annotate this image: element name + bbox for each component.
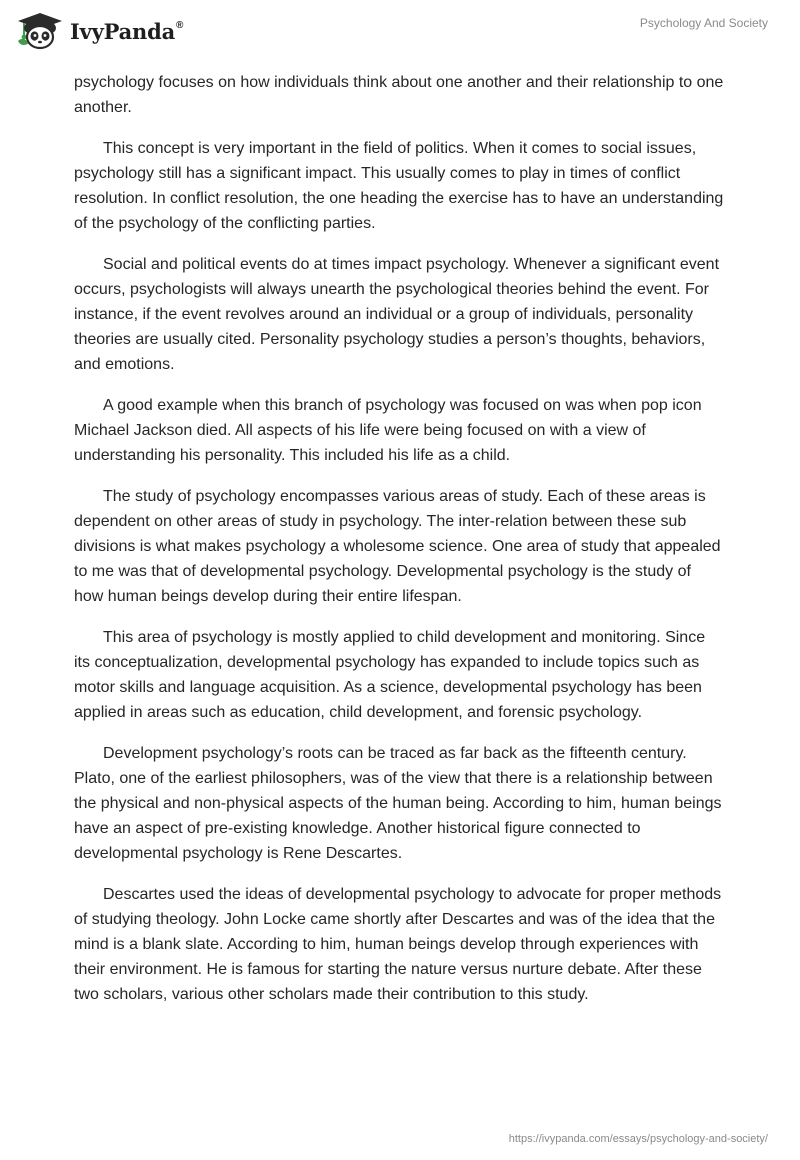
essay-body: [74, 70, 724, 1023]
page-header: [0, 0, 800, 70]
paragraph: This area of psychology is mostly applied to child development and monitoring. Since its conceptualization, developmental psychology has expanded to include topics such as motor skills and language acquisition. As a science, developmental psychology has been applied in areas such as education, child development, and forensic psychology.: [74, 629, 706, 721]
brand-name: [70, 19, 183, 44]
paragraph: A good example when this branch of psychology was focused on was when pop icon Michael Jackson died. All aspects of his life were being focused on with a view of understanding his personality. This included his life as a child.: [74, 397, 702, 464]
paragraph: Social and political events do at times impact psychology. Whenever a significant event occurs, psychologists will always unearth the psychological theories behind the event. For instance, if the event revolves around an individual or a group of individuals, personality theories are usually cited. Personality psychology studies a person’s thoughts, behaviors, and emotions.: [74, 256, 720, 373]
paragraph: The study of psychology encompasses various areas of study. Each of these areas is dependent on other areas of study in psychology. The inter-relation between these sub divisions is what makes psychology a wholesome science. One area of study that appealed to me was that of developmental psychology. Developmental psychology is the study of how human beings develop during their entire lifespan.: [74, 488, 721, 605]
panda-graduate-logo-icon: [16, 11, 64, 51]
document-title: Psychology And Society: [639, 16, 768, 30]
paragraph: This concept is very important in the field of politics. When it comes to social issues, psychology still has a significant impact. This usually comes to play in times of conflict resolution. In conflict resolution, the one heading the exercise has to have an understanding of the psychology of the conflicting parties.: [74, 140, 724, 232]
brand-text: IvyPanda: [70, 18, 176, 44]
paragraph: Descartes used the ideas of developmental psychology to advocate for proper methods of studying theology. John Locke came shortly after Descartes and was of the idea that the mind is a blank slate. According to him, human beings develop through experiences with their environment. He is famous for starting the nature versus nurture debate. After these two scholars, various other scholars made their contribution to this study.: [74, 886, 722, 1003]
source-url[interactable]: https://ivypanda.com/essays/psychology-and-society/: [508, 1133, 768, 1145]
registered-mark: ®: [176, 19, 184, 31]
paragraph: Development psychology’s roots can be traced as far back as the fifteenth century. Plato, one of the earliest philosophers, was of the view that there is a relationship between the physical and non-physical aspects of the human being. According to him, human beings have an aspect of pre-existing knowledge. Another historical figure connected to developmental psychology is Rene Descartes.: [74, 745, 722, 862]
paragraph: psychology focuses on how individuals think about one another and their relationship to one another.: [74, 74, 724, 116]
ivypanda-logo[interactable]: [16, 11, 183, 51]
